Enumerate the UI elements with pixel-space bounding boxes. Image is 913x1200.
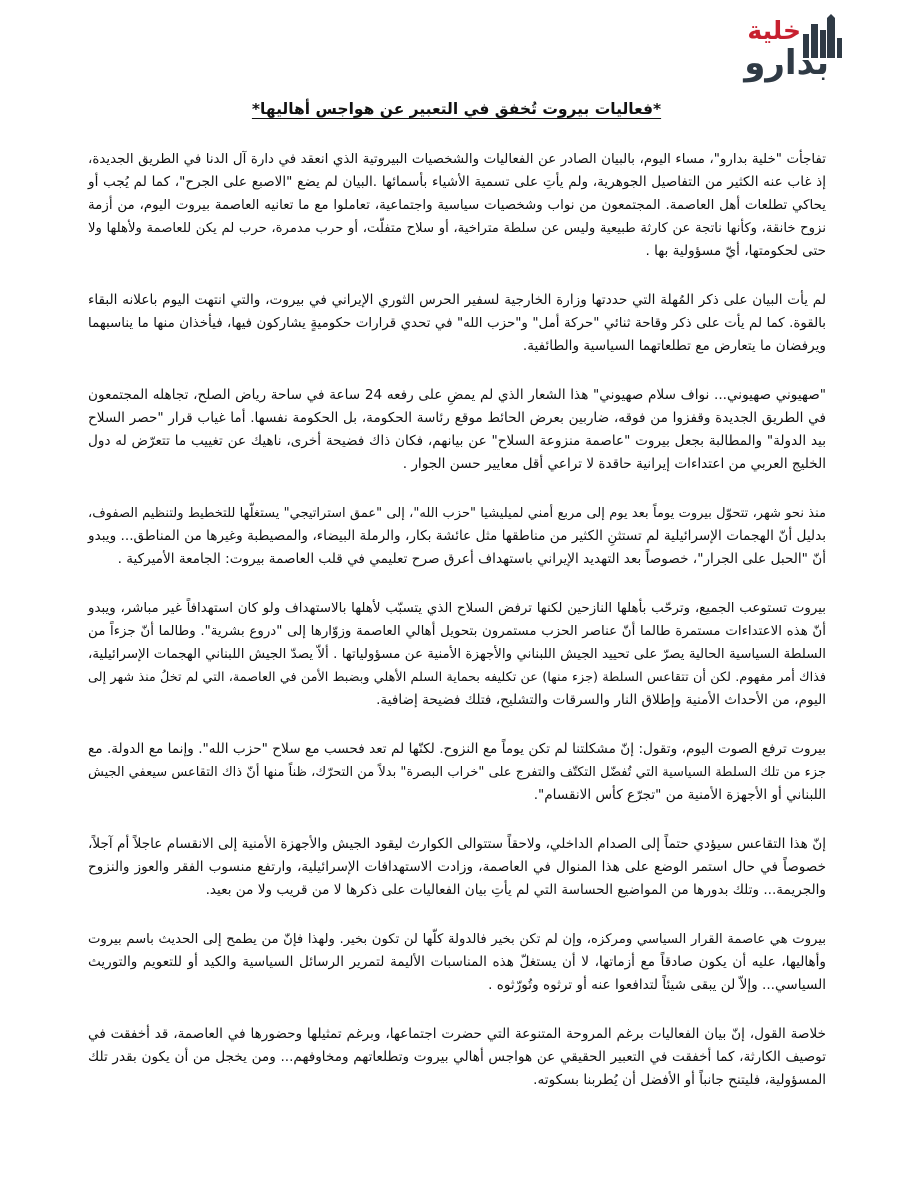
text-line: الخليج العربي من اعتداءات إيرانية حاقدة لا تراعي أقل معايير حسن الجوار . [402, 456, 826, 472]
text-line: وأهاليها، عليه أن يكون صادقاً مع أزماتها، لا أن يستغلّ هذه المناسبات الأليمة لتمرير الرسائل السياسية والكيد أو للتعويم والتوريث [88, 954, 826, 970]
paragraph [88, 833, 826, 902]
paragraph [88, 1023, 826, 1092]
badaro-cell-logo [713, 14, 843, 94]
text-line: في الطريق الجديدة وقفزوا من فوقه، ضاربين بعرض الحائط موقع رئاسة الحكومة، بل الحكومة نفسها. أما غياب قرار "حصر السلاح [88, 410, 826, 426]
text-line: اللبناني أو الأجهزة الأمنية من "تجرّع كأس الانقسام". [533, 787, 826, 803]
text-line: فذاك أمر مفهوم. لكن أن تتقاعس السلطة (جزء منها) عن تكليفه بحماية السلم الأهلي وبضبط الأمن في العاصمة، التي لم تخلُ منذ شهر إلى [88, 670, 826, 685]
text-line: إذ غاب عنه الكثير من التفاصيل الجوهرية، ولم يأتِ على تسمية الأشياء بأسمائها .البيان لم يضع "الاصبع على الجرح"، كما لم يُجب أو [88, 174, 826, 190]
paragraph [88, 738, 826, 807]
text-line: أنّ هذه الاعتداءات مستمرة طالما أنّ عناصر الحزب مستمرون بتحويل أهالي العاصمة وزوّارها إلى "دروع بشرية". وطالما أنّ جزءاً من [88, 624, 826, 639]
paragraph [88, 928, 826, 997]
text-line: خلاصة القول، إنّ بيان الفعاليات برغم المروحة المتنوعة التي حضرت اجتماعها، وبرغم تمثيلها وحضورها في العاصمة، قد أخفقت في [88, 1026, 826, 1042]
text-line: لم يأت البيان على ذكر المُهلة التي حددتها وزارة الخارجية لسفير الحرس الثوري الإيراني في بيروت، والتي انتهت اليوم باعلانه البقاء [88, 292, 826, 308]
text-line: أنّ "الحبل على الجرار"، خصوصاً بعد التهديد الإيراني باستهداف أعرق صرح تعليمي في قلب العاصمة بيروت: الجامعة الأميركية . [117, 551, 826, 567]
text-line: السلطة السياسية الحالية يصرّ على تحييد الجيش اللبناني والأجهزة الأمنية عن مسؤولياتها . ألاّ يصدّ الجيش اللبناني الهجمات الإسرائيلية، [88, 647, 826, 662]
text-line: بيروت ترفع الصوت اليوم، وتقول: إنّ مشكلتنا لم تكن يوماً مع النزوح. لكنّها لم تعد فحسب مع سلاح "حزب الله". وإنما مع الدولة. مع [88, 741, 826, 757]
text-line: بدليل أنّ الهجمات الإسرائيلية لم تستثنِ الكثير من مناطقها مثل عائشة بكار، والرملة البيضاء، والمصيطبة وغيرها من المناطق... ويبدو [88, 528, 826, 544]
paragraph [88, 148, 826, 263]
text-line: المسؤولية، فليتنح جانباً أو الأفضل أن يُطربنا بسكوته. [533, 1072, 826, 1088]
text-line: يحاكي تطلعات أهل العاصمة. المجتمعون من نواب وشخصيات سياسية واجتماعية، تعاملوا مع ما تعانيه العاصمة بيروت اليوم، من أزمة [88, 198, 826, 213]
paragraph [88, 502, 826, 571]
text-line: نزوح خانقة، وكأنها ناتجة عن كارثة طبيعية وليس عن سلطة متراخية، أو سلاح متفلّت، أو حرب مدمرة، حرب لم يكن للعاصمة ولأهلها ولا [88, 221, 826, 236]
text-line: بيد الدولة" والمطالبة بجعل بيروت "عاصمة منزوعة السلاح" عن بيانهم، فكان ذاك فضيحة أخرى، ناهيك عن تغييب ما تتعرّض له دول [88, 433, 826, 449]
text-line: توصيف الكارثة، كما أخفقت في التعبير الحقيقي عن هواجس أهالي بيروت وتطلعاتهم ومخاوفهم... ومن يخجل من أن يكون بقدر تلك [88, 1049, 826, 1065]
text-line: اليوم، من الأحداث الأمنية وإطلاق النار والسرقات والتشليح، فتلك فضيحة إضافية. [376, 692, 826, 708]
text-line: بيروت هي عاصمة القرار السياسي ومركزه، وإن لم تكن بخير فالدولة كلّها لن تكون بخير. ولهذا فإنّ من يطمح إلى الحديث باسم بيروت [88, 932, 826, 947]
logo-bottom-text: بدارو [744, 43, 829, 83]
text-line: السياسي... وإلاّ لن يبقى شيئاً لتدافعوا عنه أو ترثوه وتُورّثوه . [488, 977, 826, 993]
text-line: والجريمة... وتلك بدورها من المواضيع الحساسة التي لم يأتِ بيان الفعاليات على ذكرها لا من قريب ولا من بعيد. [205, 882, 826, 898]
logo-top-text: خلية [747, 16, 801, 45]
text-line: ويرفضان ما يتعارض مع تطلعاتهما السياسية والطائفية. [522, 338, 826, 354]
document-title: *فعاليات بيروت تُخفق في التعبير عن هواجس أهاليها* [251, 100, 662, 118]
paragraph [88, 384, 826, 476]
text-line: حتى لحكومتها، أيّ مسؤولية بها . [645, 243, 826, 259]
text-line: منذ نحو شهر، تتحوّل بيروت يوماً بعد يوم إلى مربع أمني لميليشيا "حزب الله"، إلى "عمق استراتيجي" يستغلّها للتخطيط ولتنظيم الصفوف، [88, 506, 826, 521]
text-line: بيروت تستوعب الجميع، وترحّب بأهلها النازحين لكنها ترفض السلاح الذي يتسبّب لأهلها بالاستهداف ولو كان استهدافاً غير مباشر، ويبدو [88, 601, 826, 616]
text-line: خصوصاً في حال استمر الوضع على هذا المنوال في العاصمة، وزادت الاستهدافات الإسرائيلية، وارتفع منسوب الفقر والعوز والنزوح [88, 859, 826, 875]
text-line: "صهيوني صهيوني... نواف سلام صهيوني" هذا الشعار الذي لم يمضِ على رفعه 24 ساعة في ساحة رياض الصلح، تجاهله المجتمعون [88, 387, 826, 403]
text-line: بالقوة. كما لم يأت على ذكر وقاحة ثنائي "حركة أمل" و"حزب الله" في تحدي قرارات حكوميةٍ يشاركون فيها، فيأخذان منها ما يناسبهما [88, 316, 826, 331]
text-line: إنّ هذا التقاعس سيؤدي حتماً إلى الصدام الداخلي، ولاحقاً ستتوالى الكوارث ليقود الجيش والأجهزة الأمنية إلى الانقسام عاجلاً أم آجلاً، [88, 836, 826, 852]
paragraph [88, 597, 826, 712]
text-line: جزء من تلك السلطة السياسية التي تُفضّل التكتّف والتفرج على "خراب البصرة" بدلاً من التحرّك، ظناً منها أنّ ذاك التقاعس سيعفي الجيش [88, 765, 826, 780]
document-body [88, 148, 826, 1118]
paragraph [88, 289, 826, 358]
text-line: تفاجأت "خلية بدارو"، مساء اليوم، بالبيان الصادر عن الفعاليات والشخصيات البيروتية الذي انعقد في دارة آل الدنا في الطريق الجديدة، [88, 152, 826, 167]
